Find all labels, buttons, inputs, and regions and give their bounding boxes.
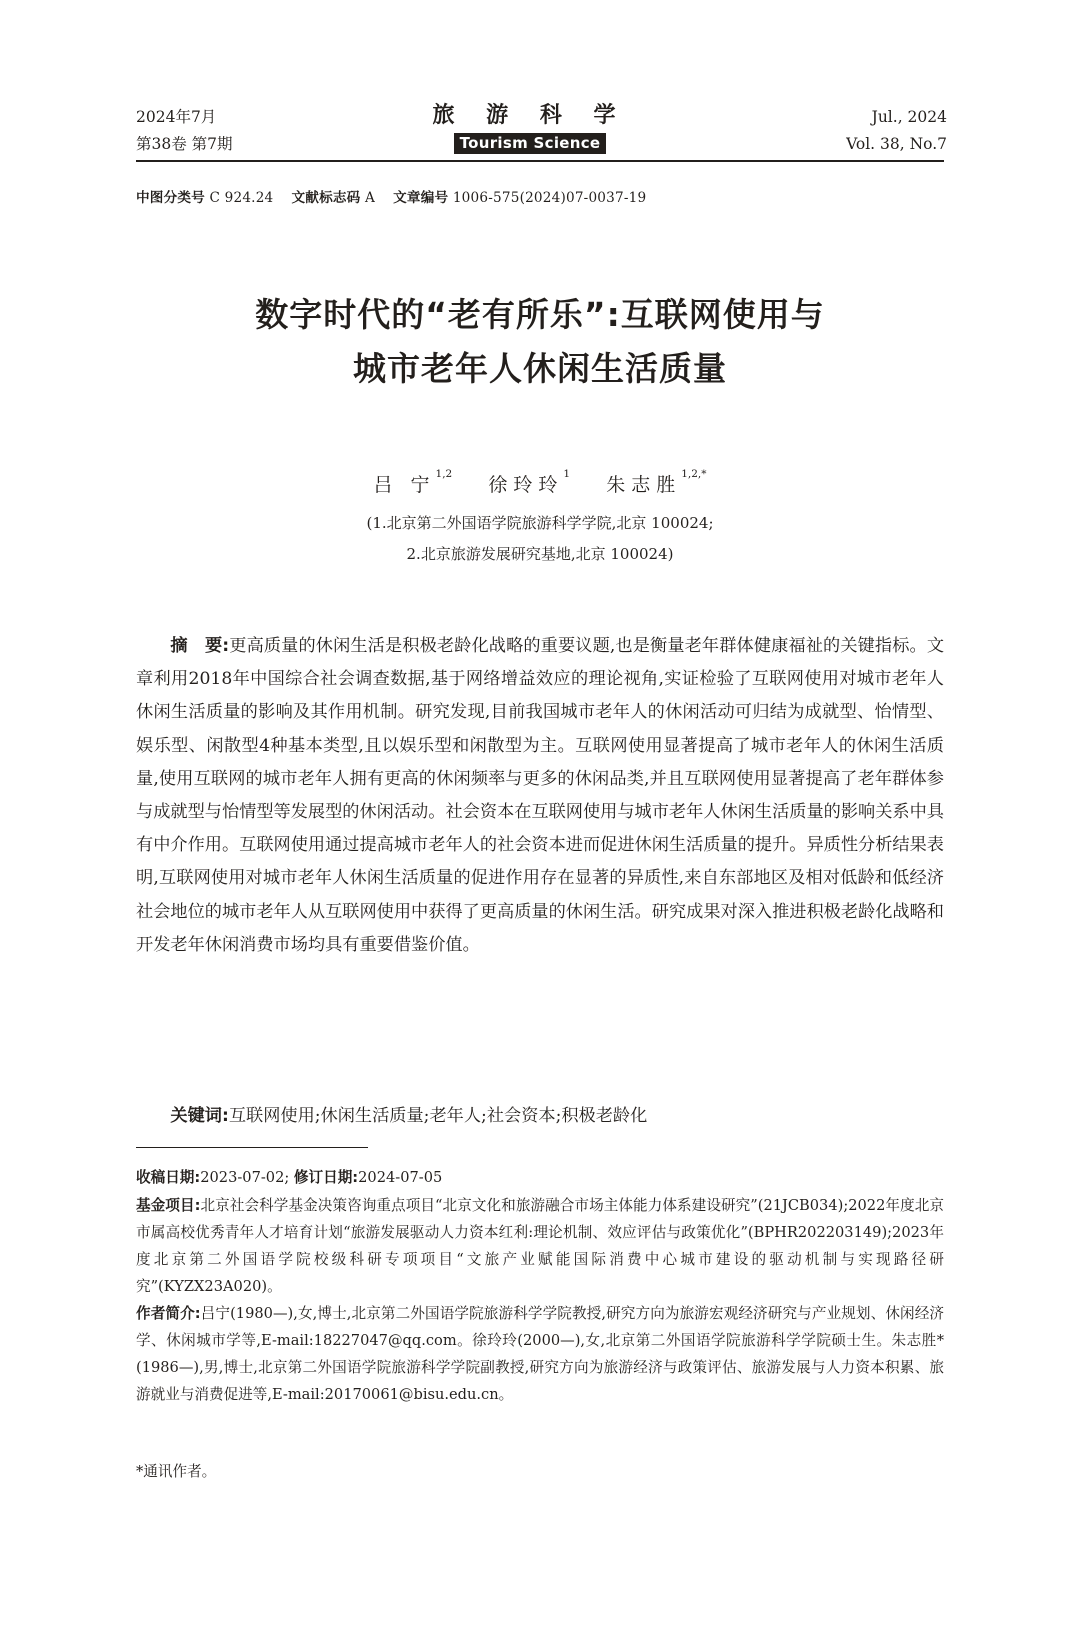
bio-text: 吕宁(1980—),女,博士,北京第二外国语学院旅游科学学院教授,研究方向为旅游宏观经济研究与产业规划、休闲经济学、休闲城市学等,E-mail:18227047@qq.com。徐玲玲(2000—),女,北京第二外国语学院旅游科学学院硕士生。朱志胜*(1986—),男,博士,北京第二外国语学院旅游科学学院副教授,研究方向为旅游经济与政策评估、旅游发展与人力资本积累、旅游就业与消费促进等,E-mail:20170061@bisu.edu.cn。 bbox=[136, 1305, 944, 1403]
received-label: 收稿日期: bbox=[136, 1169, 201, 1186]
author-2 bbox=[488, 468, 571, 496]
journal-masthead bbox=[430, 100, 630, 154]
title-line-2: 城市老年人休闲生活质量 bbox=[353, 349, 727, 388]
author-3 bbox=[606, 468, 707, 496]
author-name: 吕 宁 bbox=[373, 474, 436, 496]
issue-date-en: Jul., 2024 bbox=[871, 108, 947, 126]
abstract-text: 更高质量的休闲生活是积极老龄化战略的重要议题,也是衡量老年群体健康福祉的关键指标。文章利用2018年中国综合社会调查数据,基于网络增益效应的理论视角,实证检验了互联网使用对城市老年人休闲生活质量的影响及其作用机制。研究发现,目前我国城市老年人的休闲活动可归结为成就型、怡情型、娱乐型、闲散型4种基本类型,且以娱乐型和闲散型为主。互联网使用显著提高了城市老年人的休闲生活质量,使用互联网的城市老年人拥有更高的休闲频率与更多的休闲品类,并且互联网使用显著提高了老年群体参与成就型与怡情型等发展型的休闲活动。社会资本在互联网使用与城市老年人休闲生活质量的影响关系中具有中介作用。互联网使用通过提高城市老年人的社会资本进而促进休闲生活质量的提升。异质性分析结果表明,互联网使用对城市老年人休闲生活质量的促进作用存在显著的异质性,来自东部地区及相对低龄和低经济社会地位的城市老年人从互联网使用中获得了更高质量的休闲生活。研究成果对深入推进积极老龄化战略和开发老年休闲消费市场均具有重要借鉴价值。 bbox=[136, 636, 945, 955]
keywords-label: 关键词: bbox=[170, 1106, 229, 1126]
clc-label: 中图分类号 bbox=[136, 190, 205, 206]
funding-note bbox=[136, 1192, 944, 1300]
dates-note bbox=[136, 1164, 944, 1191]
keywords bbox=[136, 1101, 944, 1126]
abstract bbox=[136, 630, 944, 962]
revised-date: 2024-07-05 bbox=[358, 1169, 443, 1186]
issue-date-cn: 2024年7月 bbox=[136, 108, 217, 126]
title-line-1: 数字时代的“老有所乐”:互联网使用与 bbox=[255, 295, 825, 334]
issue-info-cn bbox=[136, 104, 233, 158]
author-bio-note bbox=[136, 1300, 944, 1408]
article-no-value: 1006-575(2024)07-0037-19 bbox=[452, 190, 647, 206]
corresponding-note: *通讯作者。 bbox=[136, 1463, 217, 1480]
author-1 bbox=[373, 468, 453, 496]
author-affil-mark: 1,2 bbox=[435, 468, 453, 480]
journal-name-cn: 旅 游 科 学 bbox=[432, 102, 628, 128]
author-name: 朱志胜 bbox=[606, 474, 682, 496]
author-name: 徐玲玲 bbox=[488, 474, 564, 496]
issue-volume-cn: 第38卷 第7期 bbox=[136, 135, 233, 153]
paper-title bbox=[0, 288, 1080, 396]
issue-info-en bbox=[846, 104, 947, 158]
clc-value: C 924.24 bbox=[209, 190, 274, 206]
author-affil-mark: 1 bbox=[563, 468, 571, 480]
author-affil-mark: 1,2,* bbox=[681, 468, 707, 480]
bio-label: 作者简介: bbox=[136, 1305, 201, 1322]
article-no-label: 文章编号 bbox=[393, 190, 449, 206]
affiliation-line-1: (1.北京第二外国语学院旅游科学学院,北京 100024; bbox=[366, 514, 714, 532]
keywords-text: 互联网使用;休闲生活质量;老年人;社会资本;积极老龄化 bbox=[228, 1106, 648, 1126]
affiliation-line-2: 2.北京旅游发展研究基地,北京 100024) bbox=[406, 545, 674, 563]
issue-volume-en: Vol. 38, No.7 bbox=[846, 135, 947, 153]
abstract-label: 摘 要: bbox=[170, 636, 230, 656]
header-rule bbox=[136, 160, 944, 162]
funding-text: 北京社会科学基金决策咨询重点项目“北京文化和旅游融合市场主体能力体系建设研究”(21JCB034);2022年度北京市属高校优秀青年人才培育计划“旅游发展驱动人力资本红利:理论机制、效应评估与政策优化”(BPHR202203149);2023年度北京第二外国语学院校级科研专项项目“文旅产业赋能国际消费中心城市建设的驱动机制与实现路径研究”(KYZX23A020)。 bbox=[136, 1197, 944, 1295]
author-list bbox=[0, 470, 1080, 497]
doc-code-value: A bbox=[364, 190, 376, 206]
journal-name-en: Tourism Science bbox=[454, 133, 607, 154]
received-date: 2023-07-02; bbox=[200, 1169, 290, 1186]
classification-line bbox=[136, 186, 646, 206]
funding-label: 基金项目: bbox=[136, 1197, 201, 1214]
footnote-rule bbox=[136, 1147, 368, 1148]
revised-label: 修订日期: bbox=[293, 1169, 359, 1186]
doc-code-label: 文献标志码 bbox=[291, 190, 361, 206]
